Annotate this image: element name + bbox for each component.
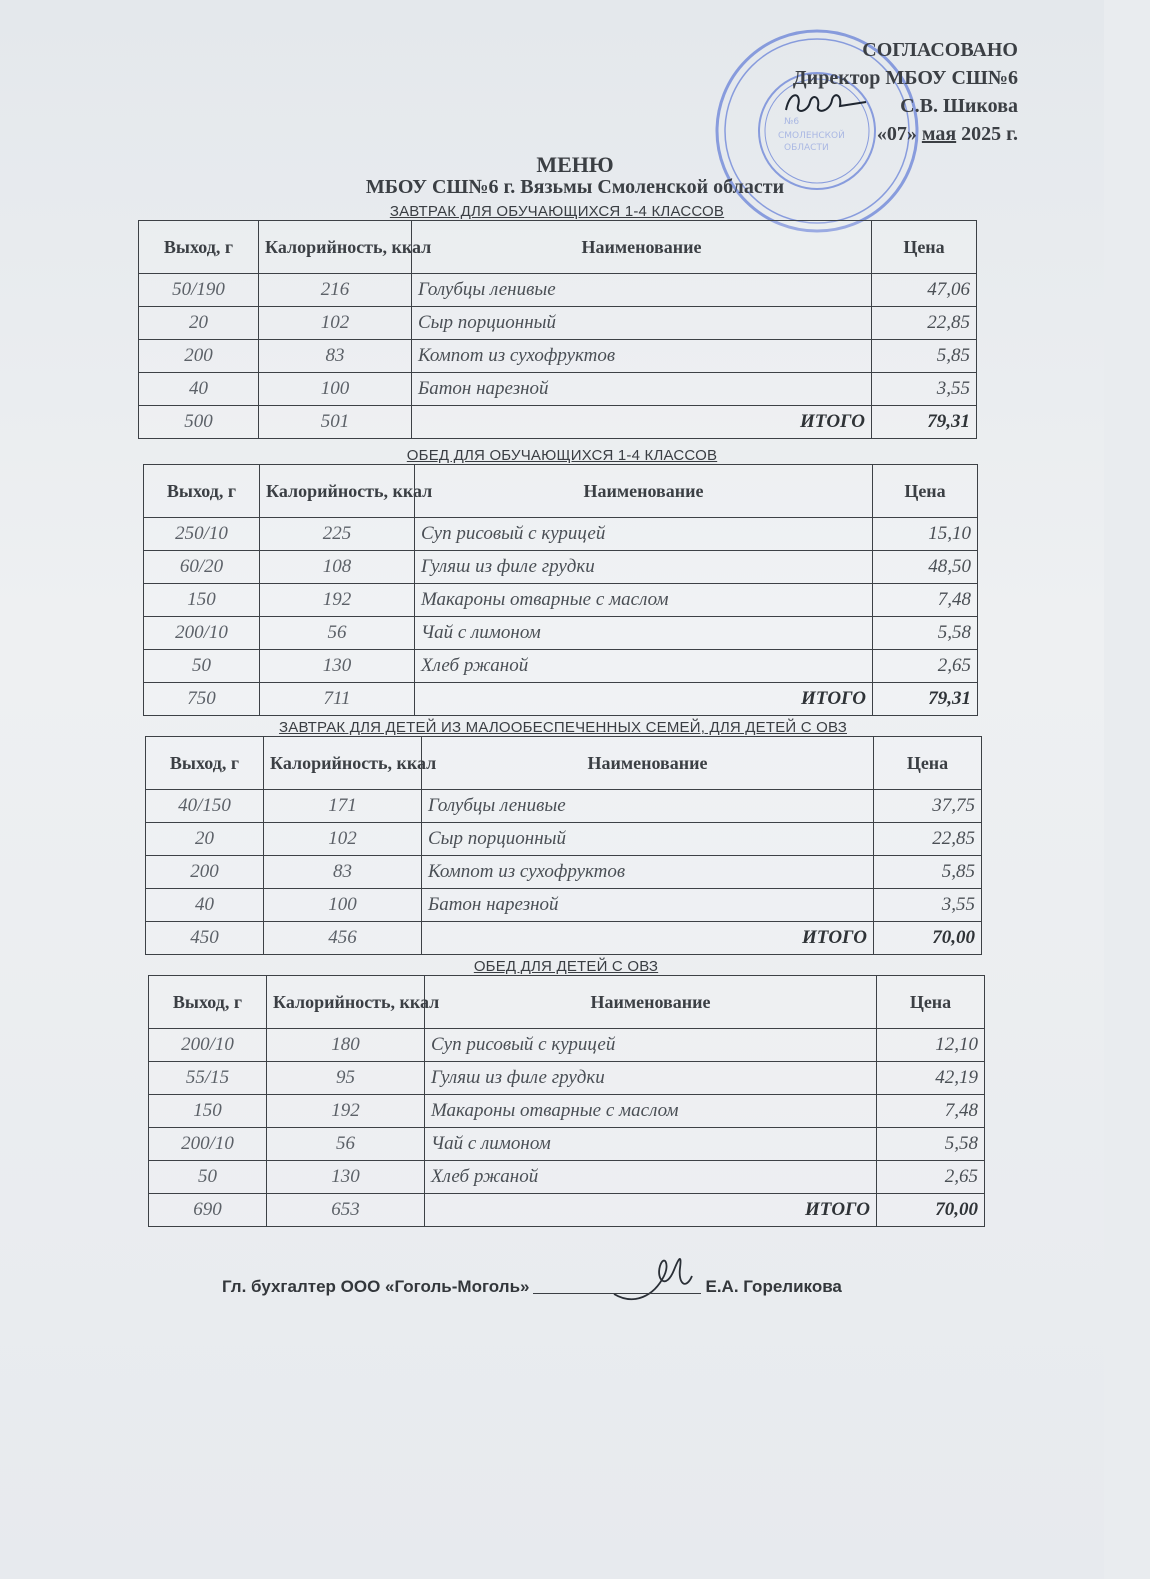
menu-table [143,464,978,716]
table-row: 60/20 108 Гуляш из филе грудки 48,50 [144,551,978,584]
total-row: 690 653 ИТОГО 70,00 [149,1194,985,1227]
column-header-kcal: Калорийность, ккал [259,221,412,274]
menu-table [138,220,977,439]
total-row: 750 711 ИТОГО 79,31 [144,683,978,716]
table-row: 200 83 Компот из сухофруктов 5,85 [146,856,982,889]
svg-text:ОБЛАСТИ: ОБЛАСТИ [784,143,829,153]
column-header-price: Цена [877,976,985,1029]
table-row: 55/15 95 Гуляш из филе грудки 42,19 [149,1062,985,1095]
signature-line [533,1293,701,1294]
accountant-signature-icon [604,1246,724,1306]
column-header-kcal: Калорийность, ккал [260,465,415,518]
footer-position: Гл. бухгалтер ООО «Гоголь-Моголь» [222,1277,530,1296]
table-row: 200/10 56 Чай с лимоном 5,58 [144,617,978,650]
column-header-price: Цена [873,465,978,518]
section-title: ЗАВТРАК ДЛЯ ДЕТЕЙ ИЗ МАЛООБЕСПЕЧЕННЫХ СЕМЕЙ, ДЛЯ ДЕТЕЙ С ОВЗ [279,719,847,736]
column-header-name: Наименование [415,465,873,518]
table-row: 50 130 Хлеб ржаной 2,65 [144,650,978,683]
table-header-row [144,465,978,518]
svg-text:№6: №6 [784,117,800,127]
table-header-row [139,221,977,274]
table-row: 40 100 Батон нарезной 3,55 [139,373,977,406]
page-title: МЕНЮ [536,152,614,177]
approval-block [793,36,1018,148]
table-row: 40/150 171 Голубцы ленивые 37,75 [146,790,982,823]
table-row: 20 102 Сыр порционный 22,85 [146,823,982,856]
table-row: 250/10 225 Суп рисовый с курицей 15,10 [144,518,978,551]
section-title: ОБЕД ДЛЯ ОБУЧАЮЩИХСЯ 1-4 КЛАССОВ [406,447,718,464]
total-row: 500 501 ИТОГО 79,31 [139,406,977,439]
column-header-yield: Выход, г [149,976,267,1029]
column-header-yield: Выход, г [144,465,260,518]
column-header-price: Цена [872,221,977,274]
menu-table [145,736,982,955]
table-header-row [149,976,985,1029]
column-header-name: Наименование [422,737,874,790]
footer-person: Е.А. Гореликова [705,1277,842,1296]
page-subtitle: МБОУ СШ№6 г. Вязьмы Смоленской области [365,176,785,198]
table-row: 20 102 Сыр порционный 22,85 [139,307,977,340]
approval-date: «07» мая 2025 г. [876,123,1018,145]
total-row: 450 456 ИТОГО 70,00 [146,922,982,955]
section-title: ЗАВТРАК ДЛЯ ОБУЧАЮЩИХСЯ 1-4 КЛАССОВ [389,203,725,220]
column-header-yield: Выход, г [139,221,259,274]
table-row: 50 130 Хлеб ржаной 2,65 [149,1161,985,1194]
table-row: 40 100 Батон нарезной 3,55 [146,889,982,922]
table-row: 150 192 Макароны отварные с маслом 7,48 [149,1095,985,1128]
approval-title: СОГЛАСОВАНО [862,39,1018,61]
table-row: 200/10 180 Суп рисовый с курицей 12,10 [149,1029,985,1062]
menu-table [148,975,985,1227]
footer-signature-line [222,1277,842,1297]
table-row: 50/190 216 Голубцы ленивые 47,06 [139,274,977,307]
table-row: 200 83 Компот из сухофруктов 5,85 [139,340,977,373]
approval-position: Директор МБОУ СШ№6 [792,67,1018,89]
svg-text:СМОЛЕНСКОЙ: СМОЛЕНСКОЙ [778,131,845,141]
column-header-kcal: Калорийность, ккал [267,976,425,1029]
column-header-price: Цена [874,737,982,790]
column-header-yield: Выход, г [146,737,264,790]
column-header-name: Наименование [412,221,872,274]
table-row: 200/10 56 Чай с лимоном 5,58 [149,1128,985,1161]
table-row: 150 192 Макароны отварные с маслом 7,48 [144,584,978,617]
column-header-kcal: Калорийность, ккал [264,737,422,790]
table-header-row [146,737,982,790]
approval-person: С.В. Шикова [900,95,1018,117]
column-header-name: Наименование [425,976,877,1029]
section-title: ОБЕД ДЛЯ ДЕТЕЙ С ОВЗ [473,958,659,975]
